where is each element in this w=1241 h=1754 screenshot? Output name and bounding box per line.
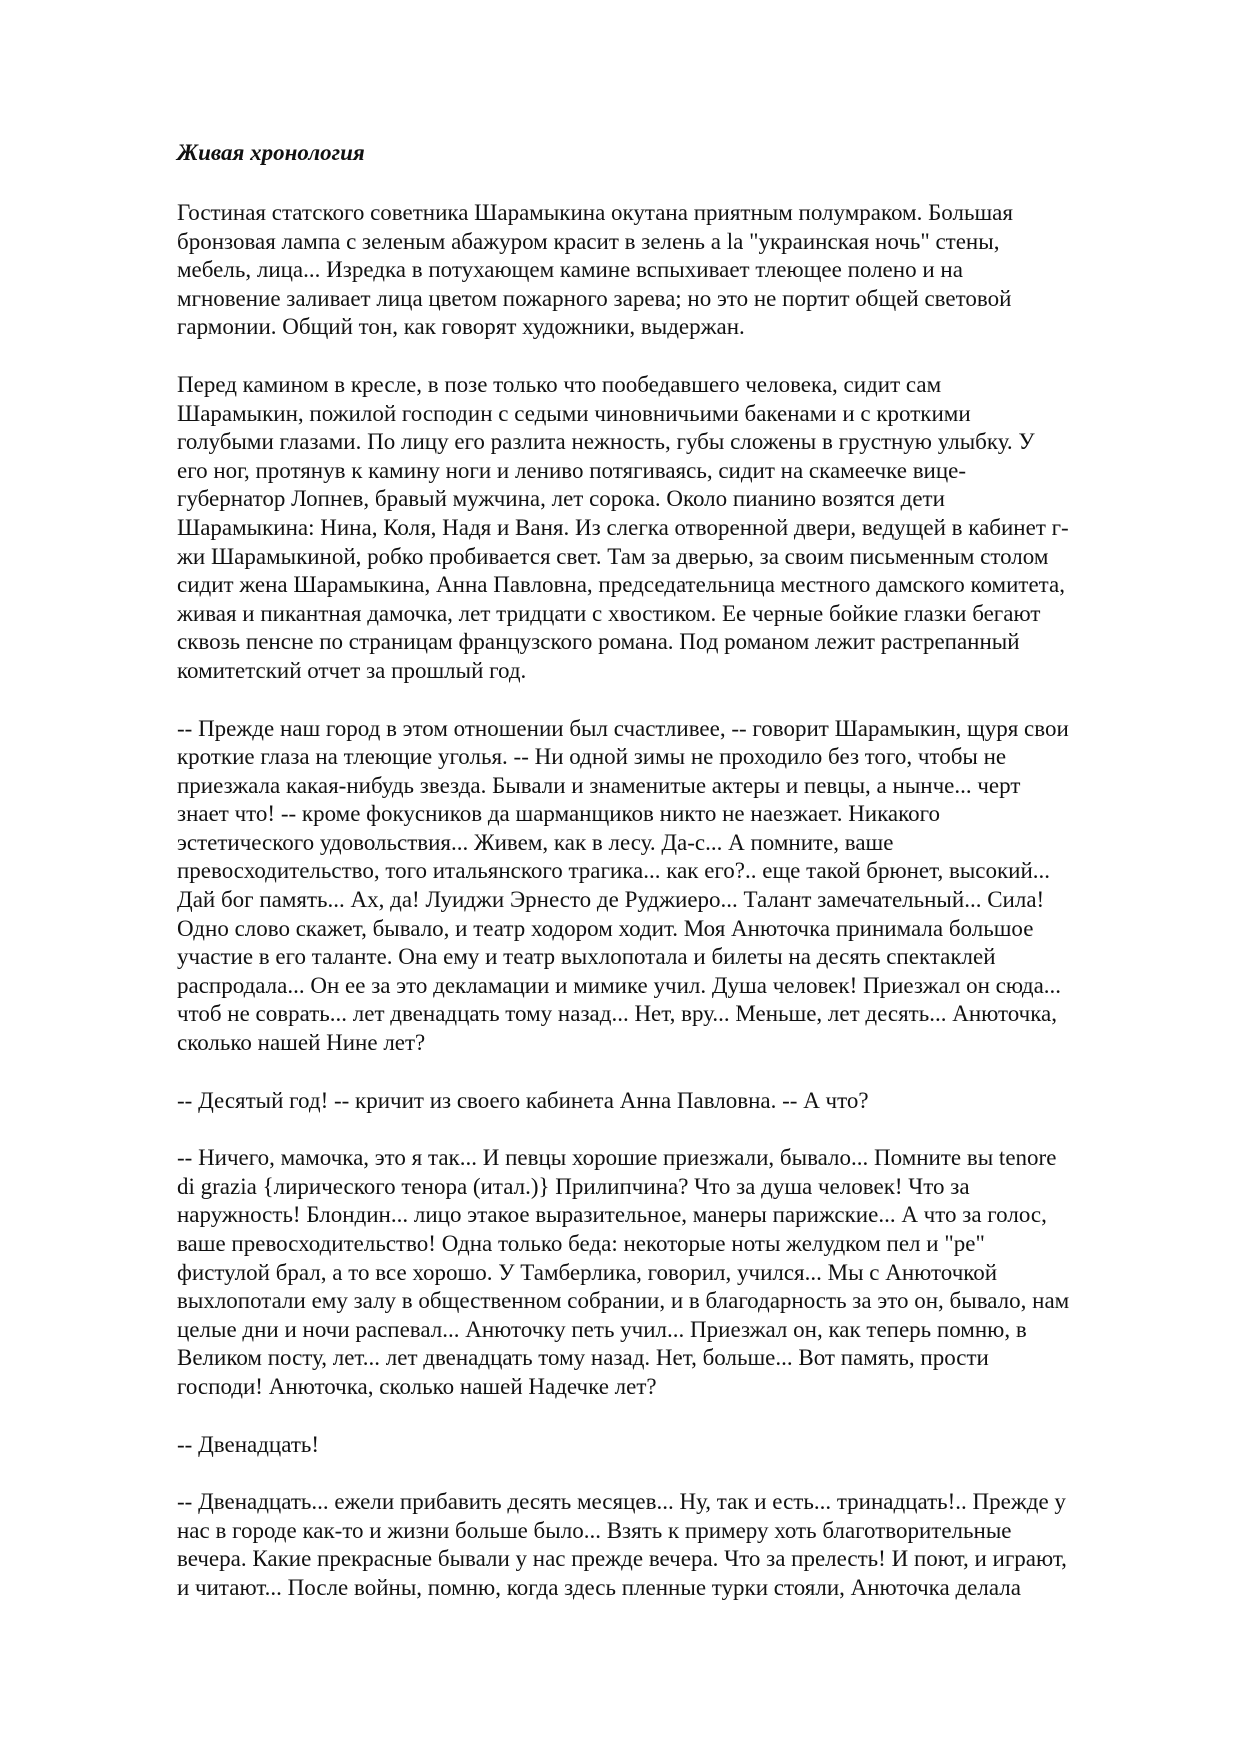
text-line: участие в его таланте. Она ему и театр выхлопотала и билеты на десять спектаклей: [177, 944, 996, 970]
text-line: ваше превосходительство! Одна только беда: некоторые ноты желудком пел и "ре": [177, 1231, 985, 1256]
text-line: Гостиная статского советника Шарамыкина окутана приятным полумраком. Большая: [177, 200, 1013, 225]
text-line: губернатор Лопнев, бравый мужчина, лет сорока. Около пианино возятся дети: [177, 486, 945, 512]
text-line: сколько нашей Нине лет?: [177, 1030, 426, 1056]
text-line: и читают... После войны, помню, когда здесь пленные турки стояли, Анюточка делала: [177, 1574, 1021, 1600]
text-line: знает что! -- кроме фокусников да шарманщиков никто не наезжает. Никакого: [177, 801, 941, 827]
text-line: сквозь пенсне по страницам французского романа. Под романом лежит растрепанный: [177, 629, 1020, 655]
text-line: -- Десятый год! -- кричит из своего кабинета Анна Павловна. -- А что?: [177, 1087, 869, 1113]
text-line: сидит жена Шарамыкина, Анна Павловна, председательница местного дамского комитета,: [177, 572, 1065, 598]
text-line: фистулой брал, а то все хорошо. У Тамберлика, говорил, учился... Мы с Анюточкой: [177, 1259, 998, 1285]
paragraph: [177, 1431, 1157, 1460]
paragraph: [177, 1488, 1157, 1602]
text-line: комитетский отчет за прошлый год.: [177, 657, 527, 683]
text-line: эстетического удовольствия... Живем, как в лесу. Да-с... А помните, ваше: [177, 829, 894, 855]
text-line: нас в городе как-то и жизни больше было... Взять к примеру хоть благотворительные: [177, 1517, 1012, 1543]
text-line: господи! Анюточка, сколько нашей Надечке лет?: [177, 1373, 657, 1399]
text-line: превосходительство, того итальянского трагика... как его?.. еще такой брюнет, высокий...: [177, 858, 1051, 884]
text-line: -- Прежде наш город в этом отношении был счастливее, -- говорит Шарамыкин, щуря свои: [177, 715, 1069, 741]
text-line: кроткие глаза на тлеющие уголья. -- Ни одной зимы не проходило без того, чтобы не: [177, 744, 1007, 770]
document-body: [177, 199, 1157, 1632]
text-line: Шарамыкин, пожилой господин с седыми чиновничьими бакенами и с кроткими: [177, 400, 971, 426]
text-line: живая и пикантная дамочка, лет тридцати с хвостиком. Ее черные бойкие глазки бегают: [177, 600, 1041, 626]
paragraph: [177, 1144, 1157, 1401]
paragraph: [177, 371, 1157, 686]
text-line: -- Ничего, мамочка, это я так... И певцы хорошие приезжали, бывало... Помните вы tenore: [177, 1145, 1057, 1171]
paragraph: [177, 199, 1157, 342]
paragraph: [177, 715, 1157, 1058]
text-line: целые дни и ночи распевал... Анюточку петь учил... Приезжал он, как теперь помню, в: [177, 1316, 1027, 1342]
text-line: Дай бог память... Ах, да! Луиджи Эрнесто де Руджиеро... Талант замечательный... Сила!: [177, 887, 1045, 913]
paragraph: [177, 1087, 1157, 1116]
text-line: мгновение заливает лица цветом пожарного зарева; но это не портит общей световой: [177, 285, 1012, 311]
text-line: мебель, лица... Изредка в потухающем камине вспыхивает тлеющее полено и на: [177, 257, 963, 283]
text-line: Шарамыкина: Нина, Коля, Надя и Ваня. Из слегка отворенной двери, ведущей в кабинет г-: [177, 514, 1069, 540]
text-line: жи Шарамыкиной, робко пробивается свет. Там за дверью, за своим письменным столом: [177, 543, 1049, 569]
text-line: Перед камином в кресле, в позе только что пообедавшего человека, сидит сам: [177, 371, 942, 397]
text-line: приезжала какая-нибудь звезда. Бывали и знаменитые актеры и певцы, а нынче... черт: [177, 772, 1021, 798]
text-line: вечера. Какие прекрасные бывали у нас прежде вечера. Что за прелесть! И поют, и играют,: [177, 1546, 1067, 1572]
text-line: выхлопотали ему залу в общественном собрании, и в благодарность за это он, бывало, нам: [177, 1288, 1070, 1314]
text-line: -- Двенадцать... ежели прибавить десять месяцев... Ну, так и есть... тринадцать!.. Прежде у: [177, 1489, 1066, 1515]
text-line: распродала... Он ее за это декламации и мимике учил. Душа человек! Приезжал он сюда...: [177, 972, 1062, 998]
text-line: голубыми глазами. По лицу его разлита нежность, губы сложены в грустную улыбку. У: [177, 429, 1035, 455]
text-line: бронзовая лампа с зеленым абажуром красит в зелень a la "украинская ночь" стены,: [177, 228, 1000, 254]
text-line: Одно слово скажет, бывало, и театр ходором ходит. Моя Анюточка принимала большое: [177, 915, 1034, 941]
text-line: чтоб не соврать... лет двенадцать тому назад... Нет, вру... Меньше, лет десять... Анюточка,: [177, 1001, 1058, 1027]
document-title: Живая хронология: [177, 140, 365, 165]
text-line: -- Двенадцать!: [177, 1431, 320, 1457]
text-line: гармонии. Общий тон, как говорят художники, выдержан.: [177, 314, 745, 340]
text-line: наружность! Блондин... лицо этакое выразительное, манеры парижские... А что за голос,: [177, 1202, 1047, 1228]
text-line: Великом посту, лет... лет двенадцать тому назад. Нет, больше... Вот память, прости: [177, 1345, 989, 1371]
text-line: его ног, протянув к камину ноги и лениво потягиваясь, сидит на скамеечке вице-: [177, 457, 967, 483]
text-line: di grazia {лирического тенора (итал.)} Прилипчина? Что за душа человек! Что за: [177, 1173, 970, 1199]
